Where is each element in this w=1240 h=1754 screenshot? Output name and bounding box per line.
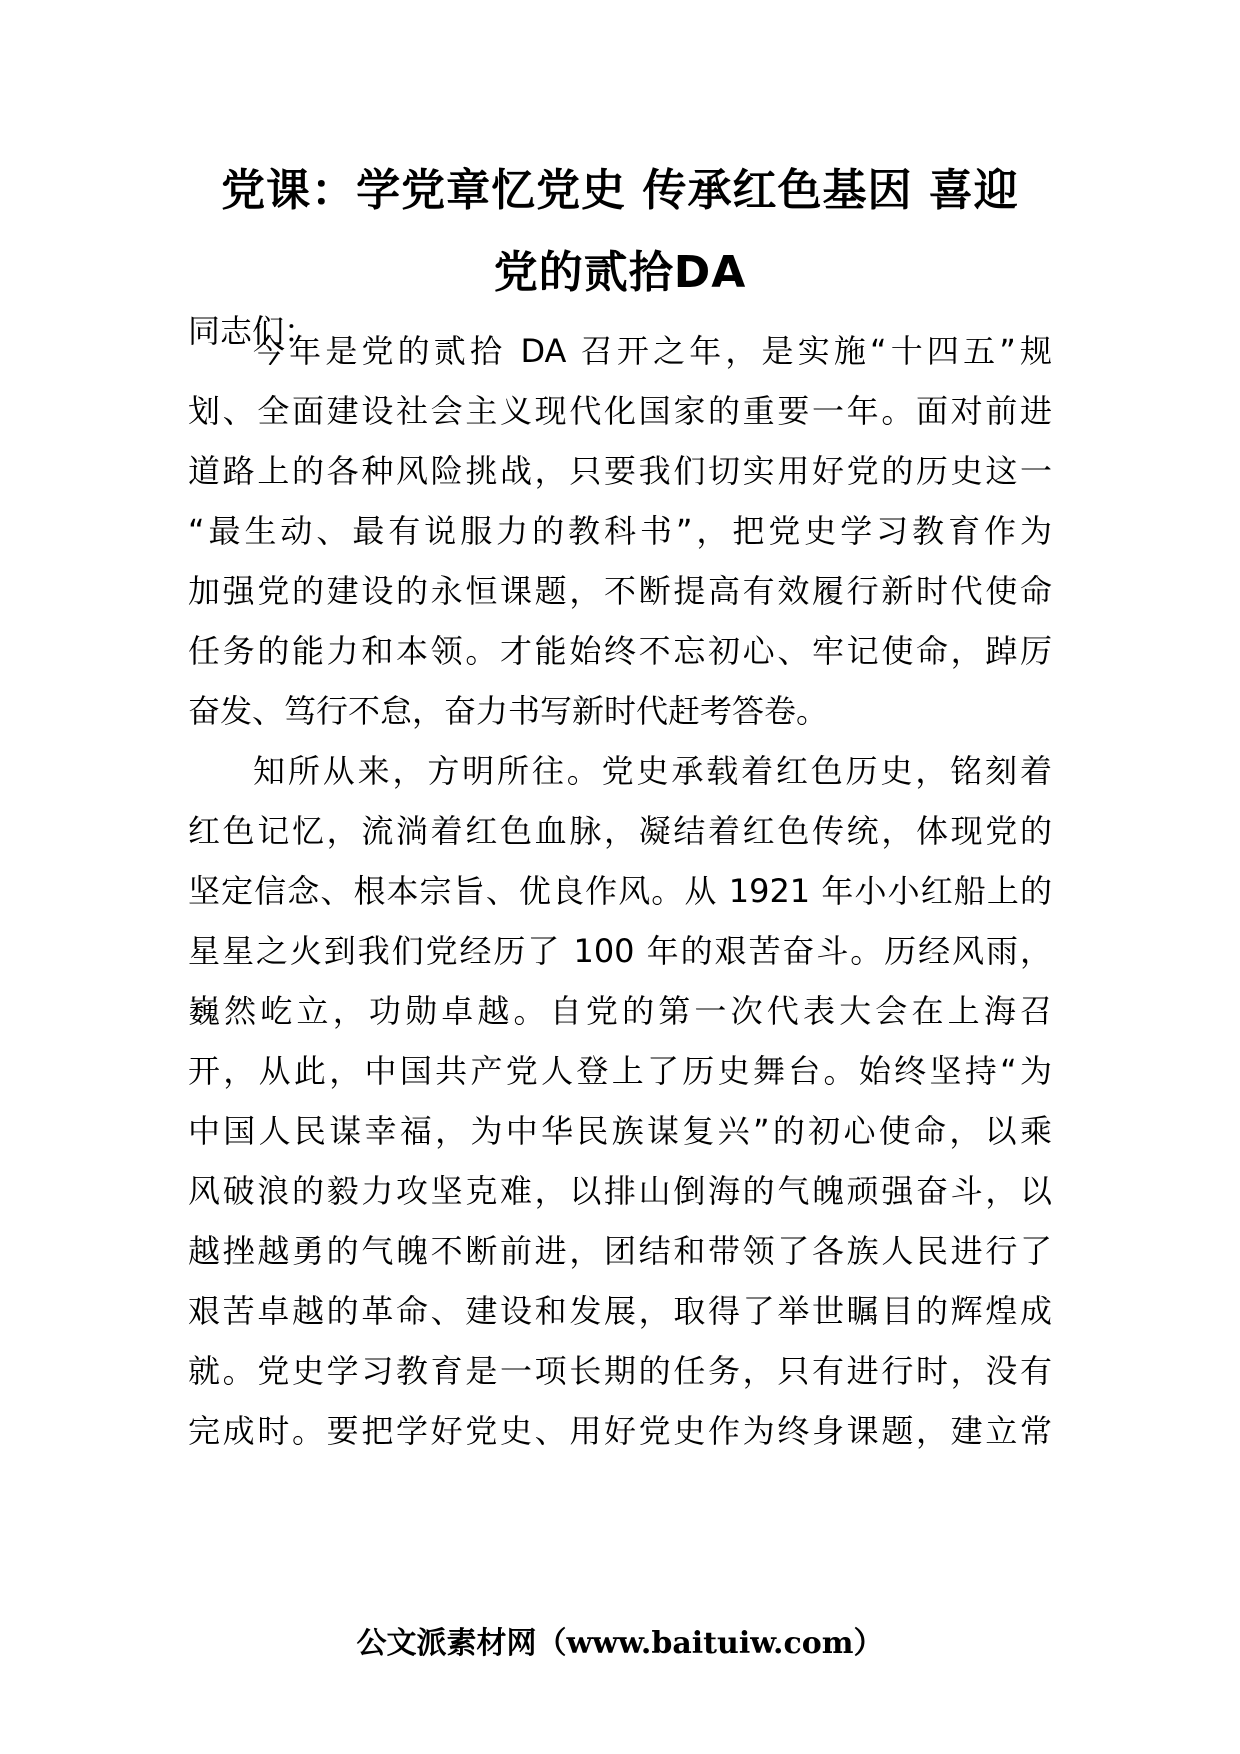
paragraph-1-line: 划、全面建设社会主义现代化国家的重要一年。面对前进 — [188, 392, 1052, 430]
paragraph-2-line: 艰苦卓越的革命、建设和发展，取得了举世瞩目的辉煌成 — [188, 1292, 1052, 1330]
salutation: 同志们： — [188, 312, 317, 350]
paragraph-2-line: 知所从来，方明所往。党史承载着红色历史，铭刻着 — [253, 752, 1052, 790]
title-line-1: 党课：学党章忆党史 传承红色基因 喜迎 — [221, 165, 1019, 216]
document-title — [190, 150, 1050, 314]
paragraph-1-line: “最生动、最有说服力的教科书”，把党史学习教育作为 — [188, 512, 1052, 550]
footer-watermark: 公文派素材网（www.baituiw.com） — [356, 1626, 884, 1661]
paragraph-2-line: 开，从此，中国共产党人登上了历史舞台。始终坚持“为 — [188, 1052, 1052, 1090]
paragraph-2-line: 坚定信念、根本宗旨、优良作风。从 1921 年小小红船上的 — [188, 872, 1052, 910]
title-line-2: 党的贰拾DA — [493, 247, 747, 298]
paragraph-2-line: 越挫越勇的气魄不断前进，团结和带领了各族人民进行了 — [188, 1232, 1052, 1270]
paragraph-1-line: 道路上的各种风险挑战，只要我们切实用好党的历史这一 — [188, 452, 1052, 490]
paragraph-1-line: 奋发、笃行不怠，奋力书写新时代赶考答卷。 — [188, 692, 829, 730]
paragraph-2-line: 风破浪的毅力攻坚克难，以排山倒海的气魄顽强奋斗，以 — [188, 1172, 1052, 1210]
paragraph-2-line: 就。党史学习教育是一项长期的任务，只有进行时，没有 — [188, 1352, 1052, 1390]
paragraph-1-line: 任务的能力和本领。才能始终不忘初心、牢记使命，踔厉 — [188, 632, 1052, 670]
paragraph-2-line: 中国人民谋幸福，为中华民族谋复兴”的初心使命，以乘 — [188, 1112, 1052, 1150]
paragraph-2-line: 星星之火到我们党经历了 100 年的艰苦奋斗。历经风雨， — [188, 932, 1052, 970]
paragraph-2-line: 完成时。要把学好党史、用好党史作为终身课题，建立常 — [188, 1412, 1052, 1450]
paragraph-1-line: 今年是党的贰拾 DA 召开之年，是实施“十四五”规 — [253, 332, 1052, 370]
paragraph-1-line: 加强党的建设的永恒课题，不断提高有效履行新时代使命 — [188, 572, 1052, 610]
paragraph-2-line: 巍然屹立，功勋卓越。自党的第一次代表大会在上海召 — [188, 992, 1052, 1030]
paragraph-2-line: 红色记忆，流淌着红色血脉，凝结着红色传统，体现党的 — [188, 812, 1052, 850]
